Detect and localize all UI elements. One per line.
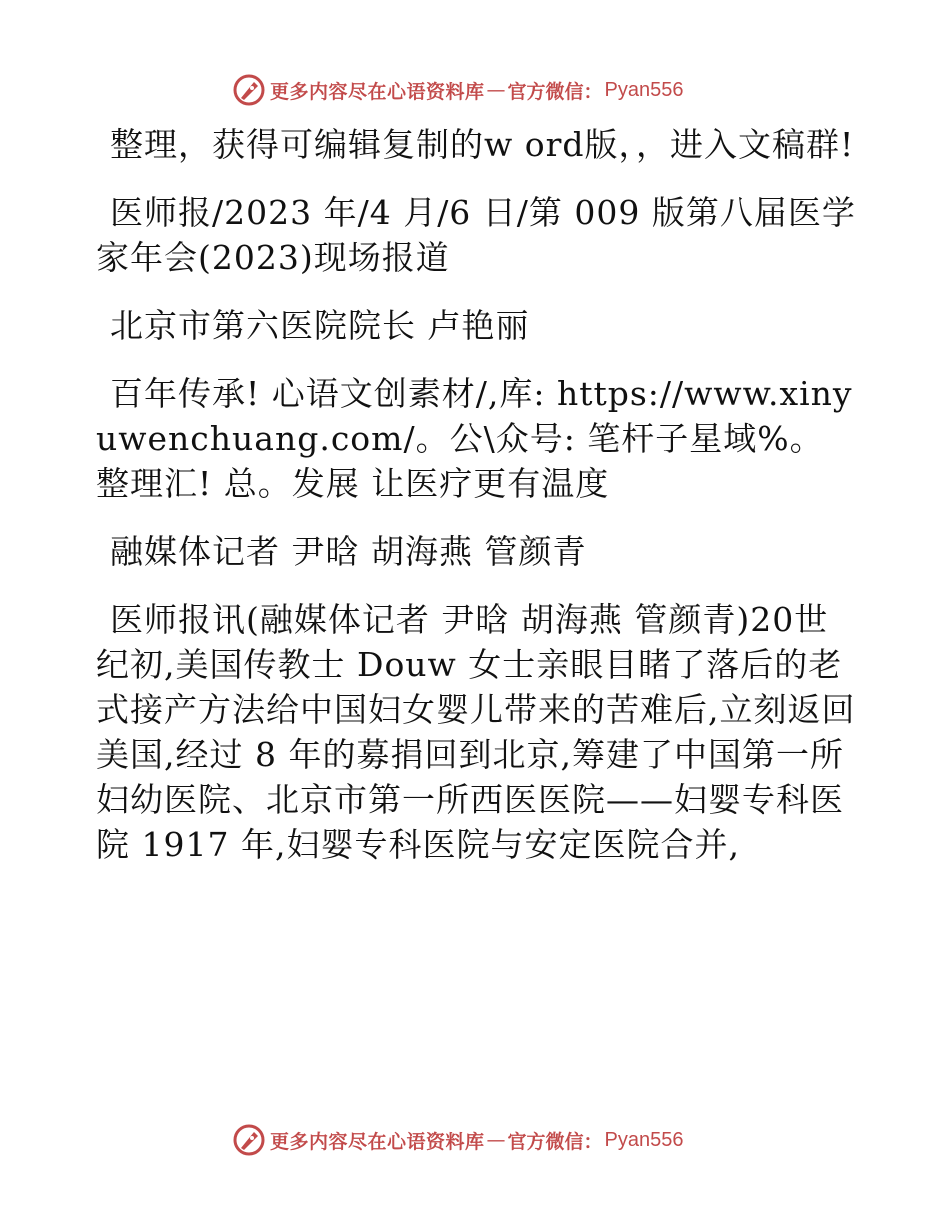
banner-wechat-id: Pyan556 [604, 1128, 684, 1151]
pen-nib-logo-icon [232, 1123, 266, 1157]
document-body [96, 122, 856, 867]
paragraph: 融媒体记者 尹晗 胡海燕 管颜青 [110, 532, 587, 571]
paragraph: 医师报讯(融媒体记者 尹晗 胡海燕 管颜青)20世纪初,美国传教士 Douw 女士亲眼目睹了落后的老式接产方法给中国妇女婴儿带来的苦难后,立刻返回美国,经过 8 年的募捐回到北京,筹建了中国第一所妇幼医院、北京市第一所西医医院——妇婴专科医院 1917 年,妇婴专科医院与安定医院合并, [96, 600, 856, 864]
banner-main-text: 更多内容尽在心语资料库 [270, 1130, 485, 1153]
banner-dash: — [486, 79, 506, 101]
paragraph: 医师报/2023 年/4 月/6 日/第 009 版第八届医学家年会(2023)现场报道 [96, 193, 856, 277]
banner-main-text: 更多内容尽在心语资料库 [270, 80, 485, 103]
banner-sub-text: 官方微信： [507, 80, 603, 103]
paragraph: 百年传承! 心语文创素材/,库: https://www.xinyuwenchuang.com/。公\众号: 笔杆子星域%。整理汇! 总。发展 让医疗更有温度 [96, 374, 853, 503]
banner-wechat-id: Pyan556 [604, 78, 684, 101]
footer-banner [232, 1120, 684, 1160]
paragraph: 北京市第六医院院长 卢艳丽 [110, 306, 530, 345]
banner-sub-text: 官方微信： [507, 1130, 603, 1153]
paragraph: 整理，获得可编辑复制的w ord版，，进入文稿群! [110, 125, 855, 164]
header-banner [232, 70, 684, 110]
banner-dash: — [486, 1129, 506, 1151]
pen-nib-logo-icon [232, 73, 266, 107]
